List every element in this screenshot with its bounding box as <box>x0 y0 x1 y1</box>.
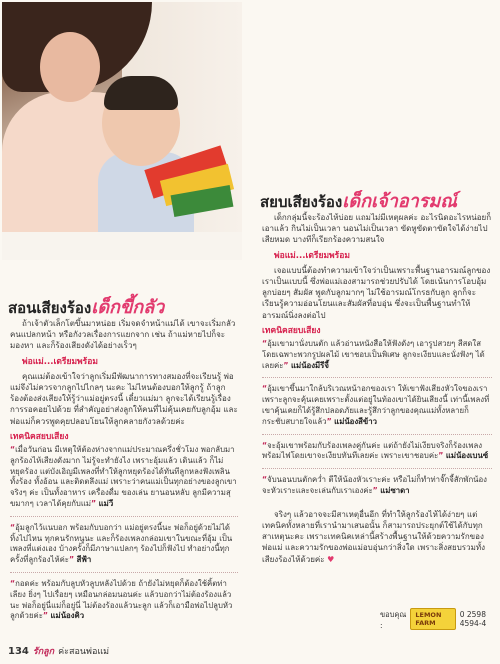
right-heading-accent: เด็กเจ้าอารมณ์ <box>342 191 457 212</box>
quote-text: เมื่อวันก่อน มีเหตุให้ต้องห่างจากแม่ประมาณครึ่งชั่วโมง พอกลับมาลูกร้องไห้เสียงดังมาก ไม่รู้จะทำยังไง เพราะอุ้มแล้ว เดินแล้ว ก็ไม่หยุดร้อง แต่บังเอิญมีเพลงที่ทำให้ลูกหยุดร้องได้ทันทีลูกหลงฟังเพลิน ทั้งร้อง ทั้งอ้อน และติดตลึงแม่ เพราะว่าคนแม่เป็นทุกอย่างของลูกเขาจริงๆ ค่ะ เป็นทั้งอาหาร เครื่องดื่ม ของเล่น ยานอนหลับ ลูกมีความสุขมากๆ เวลาได้คุยกับแม่ <box>10 445 237 509</box>
right-quote-4: “จับนอนบนตักคว่ำ ตีให้น้องหัวเราะค่ะ หรือไม่ก็ทำท่าจั๊กจี้สักพักน้องจะหัวเราะและจะเล่นกับเราเองค่ะ” แม่ซาดา <box>262 475 487 495</box>
right-quote-3: “จะอุ้มเขาพร้อมกับร้องเพลงคู่กันค่ะ แต่ถ้ายังไม่เงียบจริงก็ร้องเพลงพร้อมไฟโดยเขาจะเงียบทันทีเลยค่ะ เพราะเขาชอบค่ะ” แม่น้องเบนซ์ <box>262 441 492 470</box>
magazine-brand: รักลูก <box>32 647 55 657</box>
quote-author: แม่น้องเบนซ์ <box>445 451 489 461</box>
quote-text: กอดค่ะ พร้อมกับลูบหัวลูบหลังไปด้วย ถ้ายังไม่หยุดก็ต้องใช้คิ้ตท่าเลียง ยิ่งๆ ไปเรื่อยๆ เหมือนกล่อมนอนค่ะ แล้วบอกว่าไม่ต้องร้องแล้วนะ พ่อก็อยู่นี่แม่ก็อยู่นี่ ไม่ต้องร้องแล้วนะลูก แล้วก็เอามือพ่อไปลูบหัวลูกด้วยค่ะ <box>10 579 233 621</box>
credit-phone: 0 2598 4594-4 <box>459 610 487 628</box>
right-heading-main: สยบเสียงร้อง <box>260 193 343 211</box>
left-intro: ถ้าเจ้าตัวเล็กโตขึ้นมาหน่อย เริ่มจดจำหน้าแม่ได้ เขาจะเริ่มกลัวคนแปลกหน้า หรือกังวลเรื่องการแยกจาก เช่น ถ้าแม่หายไปก็จะมองหา และก็ร้องเสียงดังได้อย่างเร็วๆ <box>10 319 236 351</box>
quote-author: สีฟ้า <box>76 555 92 565</box>
page-footer <box>8 644 109 658</box>
right-tips-title: เทคนิคสยบเสียง <box>262 325 321 336</box>
quote-text: อุ้มเขาขึ้นมาใกล้บริเวณหน้าอกของเรา ให้เขาฟังเสียงหัวใจของเราเพราะลูกจะคุ้นเคยเพราะตั้งแต่อยู่ในท้องเขาได้ยินเสียงนี้ เท่านี้เพลงที่เขาคุ้นเคยก็ได้รู้สึกปลอดภัยและรู้สึกว่าลูกของคุณแม่ทั้งหลายก็กระชับสบายใจแล้ว <box>262 384 490 426</box>
right-section-heading <box>260 186 457 215</box>
left-column <box>10 318 238 634</box>
page-number: 134 <box>8 645 29 657</box>
left-heading-accent: เด็กขี้กลัว <box>91 297 165 318</box>
quote-author: แม่น้องมีรีจี้ <box>291 360 329 370</box>
left-subheading: พ่อแม่...เตรียมพร้อม <box>22 356 98 367</box>
quote-text: จับนอนบนตักคว่ำ ตีให้น้องหัวเราะค่ะ หรือไม่ก็ทำท่าจั๊กจี้สักพักน้องจะหัวเราะและจะเล่นกับเราเองค่ะ <box>262 475 487 495</box>
left-section-heading <box>8 292 164 321</box>
credit-label: ขอบคุณ : <box>380 609 407 630</box>
quote-text: อุ้มเขามานั่งบนตัก แล้วอ่านหนังสือให้ฟังดังๆ เอารูปสวยๆ สีสดใส โดยเฉพาะพวกรูปผลไม้ เขาชอบเป็นพิเศษ ลูกจะเงียบและนั่งฟังๆ ได้เลยค่ะ <box>262 339 485 370</box>
right-quote-1: “อุ้มเขามานั่งบนตัก แล้วอ่านหนังสือให้ฟังดังๆ เอารูปสวยๆ สีสดใส โดยเฉพาะพวกรูปผลไม้ เขาชอบเป็นพิเศษ ลูกจะเงียบและนั่งฟังๆ ได้เลยค่ะ” แม่น้องมีรีจี้ <box>262 339 492 378</box>
quote-text: อุ้มลูกไว้แนบอก พร้อมกับบอกว่า แม่อยู่ตรงนี้นะ พ่อก็อยู่ด้วยไม่ได้ทิ้งไปไหน ทุกคนรักหนูนะ และก็ร้องเพลงกล่อมเขาในขณะที่อุ้ม เป็นเพลงที่แต่งเอง บ้างครั้งก็มีภาษาแปลกๆ ร้องไปก็ฟังไป ทำอย่างนี้ทุกครั้งที่ลูกร้องไห้ค่ะ <box>10 522 233 565</box>
quote-author: แม่น้องคิว <box>50 611 85 621</box>
right-subheading: พ่อแม่...เตรียมพร้อม <box>274 250 350 261</box>
left-quote-1: “เมื่อวันก่อน มีเหตุให้ต้องห่างจากแม่ประมาณครึ่งชั่วโมง พอกลับมาลูกร้องไห้เสียงดังมาก ไม่รู้จะทำยังไง เพราะอุ้มแล้ว เดินแล้ว ก็ไม่หยุดร้อง แต่บังเอิญมีเพลงที่ทำให้ลูกหยุดร้องได้ทันทีลูกหลงฟังเพลิน ทั้งร้อง ทั้งอ้อน และติดตลึงแม่ เพราะว่าคนแม่เป็นทุกอย่างของลูกเขาจริงๆ ค่ะ เป็นทั้งอาหาร เครื่องดื่ม ของเล่น ยานอนหลับ ลูกมีความสุขมากๆ เวลาได้คุยกับแม่” แม่วี <box>10 445 238 517</box>
left-quote-3: “กอดค่ะ พร้อมกับลูบหัวลูบหลังไปด้วย ถ้ายังไม่หยุดก็ต้องใช้คิ้ตท่าเลียง ยิ่งๆ ไปเรื่อยๆ เหมือนกล่อมนอนค่ะ แล้วบอกว่าไม่ต้องร้องแล้วนะ พ่อก็อยู่นี่แม่ก็อยู่นี่ ไม่ต้องร้องแล้วนะลูก แล้วก็เอามือพ่อไปลูบหัวลูกด้วยค่ะ” แม่น้องคิว <box>10 579 233 621</box>
heart-icon: ♥ <box>327 554 335 564</box>
right-quote-2: “อุ้มเขาขึ้นมาใกล้บริเวณหน้าอกของเรา ให้เขาฟังเสียงหัวใจของเราเพราะลูกจะคุ้นเคยเพราะตั้งแต่อยู่ในท้องเขาได้ยินเสียงนี้ เท่านี้เพลงที่เขาคุ้นเคยก็ได้รู้สึกปลอดภัยและรู้สึกว่าลูกของคุณแม่ทั้งหลายก็กระชับสบายใจแล้ว” แม่น้องสีข้าว <box>262 384 492 434</box>
sponsor-logo: LEMON FARM <box>410 608 455 630</box>
right-body: เจอแบบนี้ต้องทำความเข้าใจว่าเป็นเพราะพื้นฐานอารมณ์ลูกของเราเป็นแบบนี้ ซึ่งพ่อแม่เองสามารถช่วยปรับได้ โดยเน้นการโอบอุ้มลูกบ่อยๆ สัมผัส พูดกับลูกมากๆ ไม่ใช้อารมณ์โกรธกับลูก ลูกก็จะเรียนรู้ความอ่อนโยนและสัมผัสที่อบอุ่น ซึ่งจะเป็นพื้นฐานทำให้อารมณ์นิ่งลงต่อไป <box>262 265 491 320</box>
left-tips-title: เทคนิคสยบเสียง <box>10 431 69 442</box>
left-body: คุณแม่ต้องเข้าใจว่าลูกเริ่มมีพัฒนาการทางสมองที่จะเรียนรู้ พ่อแม่จึงไม่ควรจากลูกไปไกลๆ นะคะ ไม่ไหนต้องบอกให้ลูกรู้ ถ้าลูกร้องต้องส่งเสียงให้รู้ว่าแม่อยู่ตรงนี้ เดี๋ยวแม่มา ลูกจะได้เรียนรู้เรื่องการรอคอยไปด้วย ที่สำคัญอย่าส่งลูกให้คนที่ไม่คุ้นเคยกับลูกอุ้ม และพ่อแม่ก็ควรพูดคุยปลอบโยนให้ลูกคลายกังวลด้วยค่ะ <box>10 371 238 426</box>
quote-author: แม่ซาดา <box>380 486 410 495</box>
mother-baby-photo <box>2 2 242 260</box>
left-heading-main: สอนเสียงร้อง <box>8 299 92 317</box>
right-closing: จริงๆ แล้วอาจจะมีสาเหตุอื่นอีก ที่ทำให้ลูกร้องไห้ได้ง่ายๆ แต่เทคนิคทั้งหลายที่เรานำมาเสนอนั้น ก็สามารถประยุกต์ใช้ได้กับทุกสาเหตุนะคะ เพราะเทคนิคเหล่านี้สร้างพื้นฐานให้ด้วยความรักของพ่อแม่ และความรักของพ่อแม่อบอุ่นกว่าสิ่งใด เพราะสิ่งสยบรวมทั้งเสียงร้องไห้ด้วยค่ะ ♥ <box>262 509 486 564</box>
quote-text: จะอุ้มเขาพร้อมกับร้องเพลงคู่กันค่ะ แต่ถ้ายังไม่เงียบจริงก็ร้องเพลงพร้อมไฟโดยเขาจะเงียบทันทีเลยค่ะ เพราะเขาชอบค่ะ <box>262 440 483 461</box>
left-quote-2: “อุ้มลูกไว้แนบอก พร้อมกับบอกว่า แม่อยู่ตรงนี้นะ พ่อก็อยู่ด้วยไม่ได้ทิ้งไปไหน ทุกคนรักหนูนะ และก็ร้องเพลงกล่อมเขาในขณะที่อุ้ม เป็นเพลงที่แต่งเอง บ้างครั้งก็มีภาษาแปลกๆ ร้องไปก็ฟังไป ทำอย่างนี้ทุกครั้งที่ลูกร้องไห้ค่ะ” สีฟ้า <box>10 523 238 573</box>
quote-author: แม่น้องสีข้าว <box>334 416 378 426</box>
quote-author: แม่วี <box>98 499 114 509</box>
right-column <box>262 212 492 570</box>
right-intro: เด็กกลุ่มนี้จะร้องไห้บ่อย แถมไม่มีเหตุผลค่ะ อะไรนิดอะไรหน่อยก็เอาแล้ว กินไม่เป็นเวลา นอนไม่เป็นเวลา ขัดหูขัดตาขัดใจได้ง่ายไปเสียหมด บางทีก็เรียกร้องความสนใจ <box>262 213 492 245</box>
credit-line <box>380 608 500 630</box>
magazine-tagline: ค่ะสอนพ่อแม่ <box>58 647 110 657</box>
